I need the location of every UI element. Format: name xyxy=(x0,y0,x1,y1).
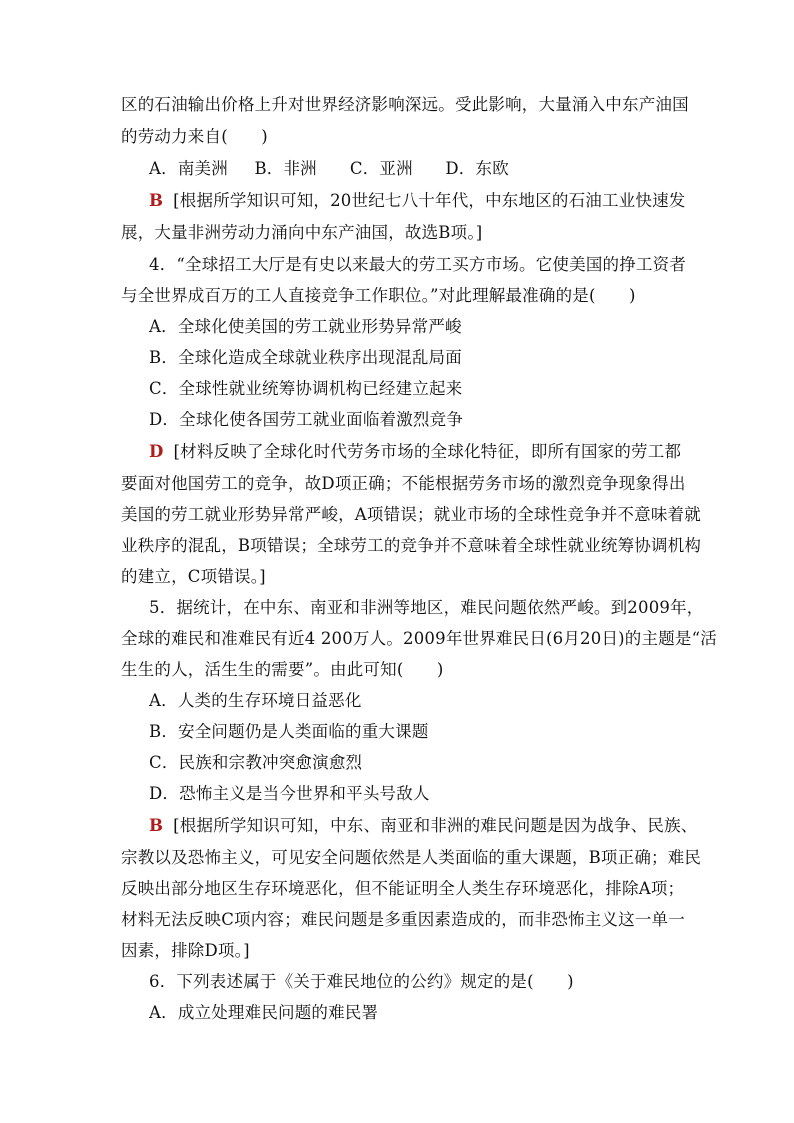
q5-explanation-line: 反映出部分地区生存环境恶化，但不能证明全人类生存环境恶化，排除A项； xyxy=(121,879,685,898)
q3-option-a: A．南美洲 xyxy=(149,159,228,178)
q5-stem-line: 全球的难民和准难民有近4 200万人。2009年世界难民日(6月20日)的主题是“活 xyxy=(121,629,717,648)
q6-option-a: A．成立处理难民问题的难民署 xyxy=(149,1003,379,1022)
q4-stem-line: 4．“全球招工大厅是有史以来最大的劳工买方市场。它使美国的挣工资者 xyxy=(149,255,687,274)
q5-explanation-text: [根据所学知识可知，中东、南亚和非洲的难民问题是因为战争、民族、 xyxy=(173,816,698,835)
q3-option-c: C．亚洲 xyxy=(349,159,413,178)
q5-explanation-line: 宗教以及恐怖主义，可见安全问题依然是人类面临的重大课题，B项正确；难民 xyxy=(121,848,702,867)
q5-explanation-line xyxy=(149,815,704,837)
q3-explanation-line: 展，大量非洲劳动力涌向中东产油国，故选B项。] xyxy=(121,223,483,242)
q4-explanation-line: 的建立，C项错误。] xyxy=(121,567,266,586)
q5-explanation-line: 材料无法反映C项内容；难民问题是多重因素造成的，而非恐怖主义这一单一 xyxy=(121,910,685,929)
q4-option-d: D．全球化使各国劳工就业面临着激烈竞争 xyxy=(149,410,464,429)
q4-option-a: A．全球化使美国的劳工就业形势异常严峻 xyxy=(149,317,462,336)
q4-explanation-line: 要面对他国劳工的竞争，故D项正确；不能根据劳务市场的激烈竞争现象得出 xyxy=(121,474,686,493)
q5-option-a: A．人类的生存环境日益恶化 xyxy=(149,691,362,710)
q5-explanation-line: 因素，排除D项。] xyxy=(121,941,250,960)
q3-explanation-text: [根据所学知识可知，20世纪七八十年代，中东地区的石油工业快速发 xyxy=(173,191,686,210)
q3-answer: B xyxy=(149,191,164,210)
q3-stem-line: 的劳动力来自( ) xyxy=(121,127,268,146)
q4-option-b: B．全球化造成全球就业秩序出现混乱局面 xyxy=(149,348,462,367)
q5-answer: B xyxy=(149,816,164,835)
q3-options xyxy=(149,158,704,180)
q3-option-d: D．东欧 xyxy=(445,159,509,178)
q6-stem-line: 6．下列表述属于《关于难民地位的公约》规定的是( ) xyxy=(149,972,574,991)
q5-option-d: D．恐怖主义是当今世界和平头号敌人 xyxy=(149,784,430,803)
q5-stem-line: 生生的人，活生生的需要”。由此可知( ) xyxy=(121,660,444,679)
q4-stem-line: 与全世界成百万的工人直接竞争工作职位。”对此理解最准确的是( ) xyxy=(121,286,636,305)
q4-explanation-text: [材料反映了全球化时代劳务市场的全球化特征，即所有国家的劳工都 xyxy=(173,442,682,461)
q3-explanation-line xyxy=(149,190,704,212)
q4-explanation-line: 业秩序的混乱，B项错误；全球劳工的竞争并不意味着全球性就业统筹协调机构 xyxy=(121,536,702,555)
q5-option-b: B．安全问题仍是人类面临的重大课题 xyxy=(149,722,429,741)
q3-stem-line: 区的石油输出价格上升对世界经济影响深远。受此影响，大量涌入中东产油国 xyxy=(121,95,689,114)
q4-option-c: C．全球性就业统筹协调机构已经建立起来 xyxy=(149,379,463,398)
q4-explanation-line: 美国的劳工就业形势异常严峻，A项错误；就业市场的全球性竞争并不意味着就 xyxy=(121,505,701,524)
q4-answer: D xyxy=(149,442,164,461)
q4-explanation-line xyxy=(149,441,704,463)
q3-option-b: B．非洲 xyxy=(254,159,317,178)
q5-stem-line: 5．据统计，在中东、南亚和非洲等地区，难民问题依然严峻。到2009年， xyxy=(149,598,704,617)
q5-option-c: C．民族和宗教冲突愈演愈烈 xyxy=(149,753,363,772)
